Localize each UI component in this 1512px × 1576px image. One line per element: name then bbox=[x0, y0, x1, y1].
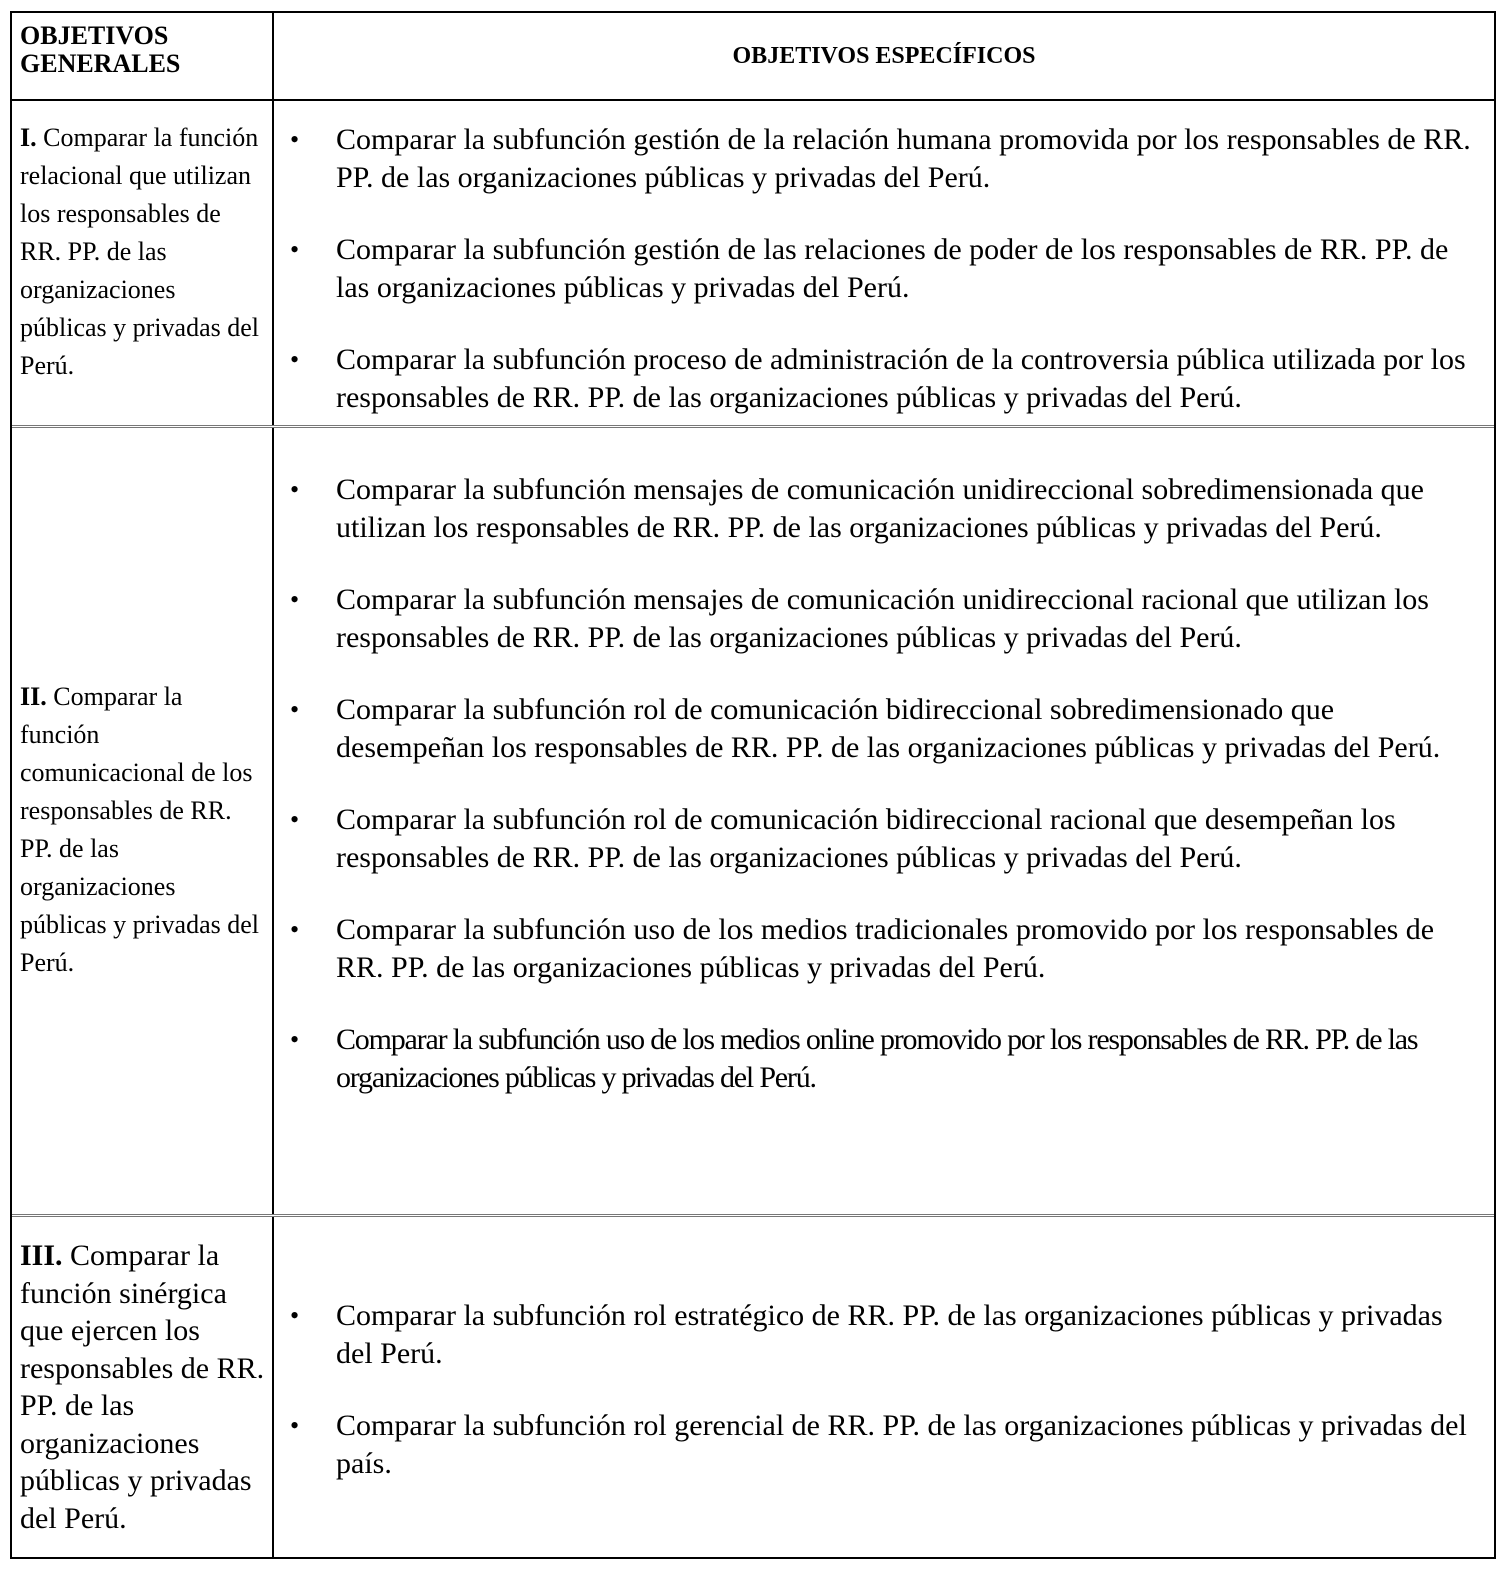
specific-objectives-list bbox=[274, 471, 1486, 1097]
specific-objective-text: Comparar la subfunción mensajes de comunicación unidireccional racional que utilizan los responsables de RR. PP. de las organizaciones públicas y privadas del Perú. bbox=[336, 583, 1429, 654]
header-general-objectives: OBJETIVOS GENERALES bbox=[20, 21, 181, 78]
table-row bbox=[12, 428, 1494, 1217]
specific-objective-text: Comparar la subfunción uso de los medios online promovido por los responsables de RR. PP. de las organizaciones públicas y privadas del Perú. bbox=[336, 1023, 1418, 1094]
bullet-icon: • bbox=[290, 1301, 300, 1330]
specific-objective-text: Comparar la subfunción gestión de la relación humana promovida por los responsables de RR. PP. de las organizaciones públicas y privadas del Perú. bbox=[336, 123, 1471, 194]
bullet-icon: • bbox=[290, 585, 300, 614]
list-item bbox=[274, 471, 1486, 547]
bullet-icon: • bbox=[290, 915, 300, 944]
bullet-icon: • bbox=[290, 235, 300, 264]
general-objective-numeral: III. bbox=[20, 1239, 63, 1272]
bullet-icon: • bbox=[290, 475, 300, 504]
general-objective-1 bbox=[20, 119, 266, 385]
specific-objectives-list bbox=[274, 1297, 1486, 1483]
specific-objective-text: Comparar la subfunción rol de comunicación bidireccional racional que desempeñan los responsables de RR. PP. de las organizaciones públicas y privadas del Perú. bbox=[336, 803, 1396, 874]
general-objective-numeral: II. bbox=[20, 682, 47, 711]
list-item bbox=[274, 231, 1486, 307]
objectives-table bbox=[10, 11, 1496, 1559]
bullet-icon: • bbox=[290, 125, 300, 154]
list-item bbox=[274, 1021, 1486, 1097]
list-item bbox=[274, 911, 1486, 987]
table-header-row bbox=[12, 13, 1494, 101]
bullet-icon: • bbox=[290, 805, 300, 834]
specific-objective-text: Comparar la subfunción gestión de las relaciones de poder de los responsables de RR. PP. de las organizaciones públicas y privadas del Perú. bbox=[336, 233, 1449, 304]
list-item bbox=[274, 801, 1486, 877]
specific-objective-text: Comparar la subfunción proceso de administración de la controversia pública utilizada por los responsables de RR. PP. de las organizaciones públicas y privadas del Perú. bbox=[336, 343, 1466, 414]
header-specific-objectives: OBJETIVOS ESPECÍFICOS bbox=[732, 43, 1036, 69]
general-objective-2 bbox=[20, 678, 266, 982]
specific-objective-text: Comparar la subfunción rol estratégico de RR. PP. de las organizaciones públicas y privadas del Perú. bbox=[336, 1299, 1443, 1370]
specific-objective-text: Comparar la subfunción rol de comunicación bidireccional sobredimensionado que desempeñan los responsables de RR. PP. de las organizaciones públicas y privadas del Perú. bbox=[336, 693, 1441, 764]
bullet-icon: • bbox=[290, 1025, 298, 1054]
specific-objectives-list bbox=[274, 121, 1486, 417]
list-item bbox=[274, 1407, 1486, 1483]
list-item bbox=[274, 581, 1486, 657]
list-item bbox=[274, 341, 1486, 417]
bullet-icon: • bbox=[290, 345, 300, 374]
bullet-icon: • bbox=[290, 695, 300, 724]
specific-objective-text: Comparar la subfunción mensajes de comunicación unidireccional sobredimensionada que utilizan los responsables de RR. PP. de las organizaciones públicas y privadas del Perú. bbox=[336, 473, 1424, 544]
specific-objective-text: Comparar la subfunción uso de los medios tradicionales promovido por los responsables de RR. PP. de las organizaciones públicas y privadas del Perú. bbox=[336, 913, 1435, 984]
table-row bbox=[12, 1217, 1494, 1559]
bullet-icon: • bbox=[290, 1411, 300, 1440]
specific-objective-text: Comparar la subfunción rol gerencial de RR. PP. de las organizaciones públicas y privadas del país. bbox=[336, 1409, 1467, 1480]
general-objective-text: Comparar la función comunicacional de los responsables de RR. PP. de las organizaciones públicas y privadas del Perú. bbox=[20, 682, 259, 977]
list-item bbox=[274, 691, 1486, 767]
list-item bbox=[274, 1297, 1486, 1373]
general-objective-3 bbox=[20, 1237, 266, 1537]
table-row bbox=[12, 101, 1494, 428]
general-objective-text: Comparar la función sinérgica que ejercen los responsables de RR. PP. de las organizaciones públicas y privadas del Perú. bbox=[20, 1239, 265, 1535]
general-objective-text: Comparar la función relacional que utilizan los responsables de RR. PP. de las organizaciones públicas y privadas del Perú. bbox=[20, 123, 259, 380]
list-item bbox=[274, 121, 1486, 197]
general-objective-numeral: I. bbox=[20, 123, 37, 152]
